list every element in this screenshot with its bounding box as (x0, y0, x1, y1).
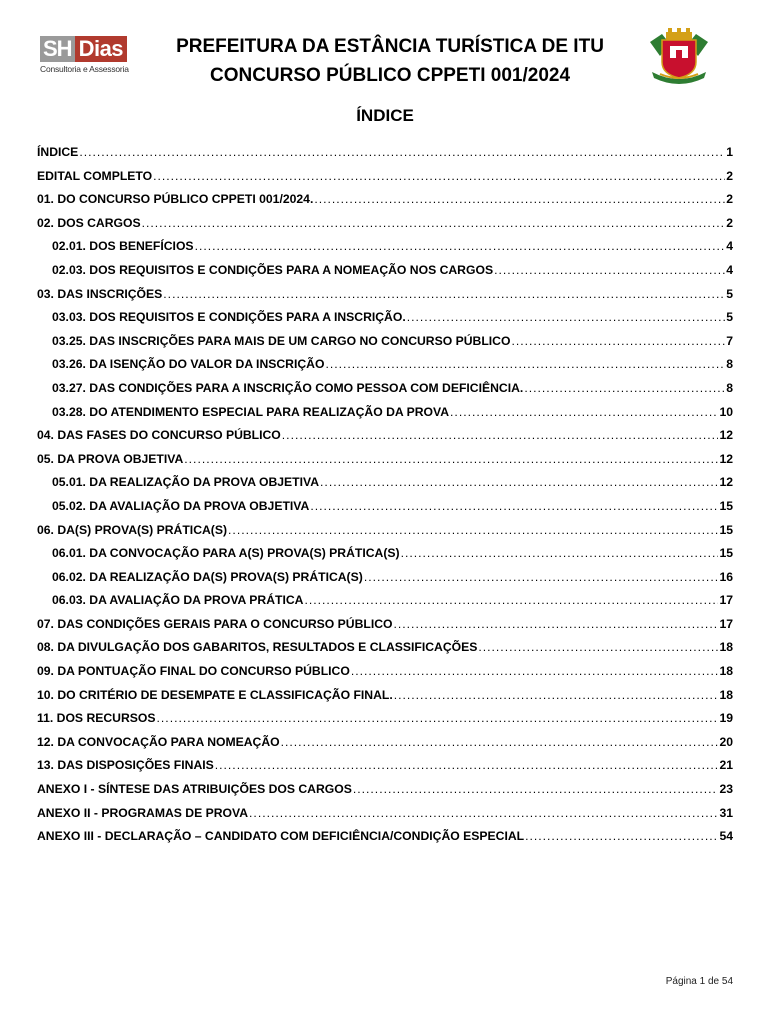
page-number: Página 1 de 54 (665, 976, 733, 987)
toc-leader-dots (142, 216, 726, 230)
toc-leader-dots (215, 758, 719, 772)
table-of-contents (37, 145, 733, 853)
toc-entry[interactable] (37, 735, 733, 759)
toc-entry-page: 15 (719, 522, 733, 537)
toc-entry-page: 4 (726, 262, 733, 277)
toc-entry-page: 18 (719, 640, 733, 655)
toc-entry[interactable] (37, 357, 733, 381)
toc-entry[interactable] (37, 782, 733, 806)
toc-leader-dots (511, 334, 725, 348)
toc-entry[interactable] (37, 829, 733, 853)
toc-entry-page: 16 (719, 569, 733, 584)
toc-entry-page: 15 (719, 546, 733, 561)
logo-sh-text: SH (40, 36, 75, 62)
toc-entry[interactable] (37, 310, 733, 334)
toc-leader-dots (353, 782, 719, 796)
toc-entry-page: 12 (719, 428, 733, 443)
toc-entry-page: 18 (719, 687, 733, 702)
toc-entry-title: 03. DAS INSCRIÇÕES (37, 286, 163, 301)
toc-entry-page: 5 (726, 310, 733, 325)
toc-entry[interactable] (37, 593, 733, 617)
toc-entry-page: 20 (719, 734, 733, 749)
toc-entry[interactable] (37, 381, 733, 405)
toc-leader-dots (228, 523, 718, 537)
toc-leader-dots (351, 664, 719, 678)
title-line-2: CONCURSO PÚBLICO CPPETI 001/2024 (209, 65, 571, 86)
toc-entry-page: 2 (726, 168, 733, 183)
toc-leader-dots (394, 688, 719, 702)
toc-entry[interactable] (37, 806, 733, 830)
toc-entry[interactable] (37, 216, 733, 240)
toc-entry-title: 08. DA DIVULGAÇÃO DOS GABARITOS, RESULTADOS E CLASSIFICAÇÕES (37, 640, 478, 655)
toc-entry[interactable] (37, 405, 733, 429)
toc-leader-dots (525, 829, 718, 843)
toc-entry-title: 03.28. DO ATENDIMENTO ESPECIAL PARA REALIZAÇÃO DA PROVA (52, 404, 450, 419)
title-line-1: PREFEITURA DA ESTÂNCIA TURÍSTICA DE ITU (176, 36, 604, 57)
toc-entry[interactable] (37, 287, 733, 311)
toc-entry-page: 8 (726, 380, 733, 395)
toc-entry-page: 17 (719, 593, 733, 608)
toc-entry[interactable] (37, 169, 733, 193)
document-title (160, 32, 620, 90)
toc-leader-dots (310, 499, 718, 513)
toc-entry-title: 12. DA CONVOCAÇÃO PARA NOMEAÇÃO (37, 734, 280, 749)
page-header (0, 0, 770, 100)
toc-entry-title: 05. DA PROVA OBJETIVA (37, 451, 184, 466)
toc-entry[interactable] (37, 546, 733, 570)
toc-leader-dots (195, 239, 726, 253)
index-heading: ÍNDICE (356, 106, 414, 125)
toc-entry-title: ANEXO I - SÍNTESE DAS ATRIBUIÇÕES DOS CARGOS (37, 782, 352, 797)
toc-entry[interactable] (37, 664, 733, 688)
toc-entry-title: 06.01. DA CONVOCAÇÃO PARA A(S) PROVA(S) PRÁTICA(S) (52, 546, 400, 561)
shdias-logo (40, 36, 152, 76)
toc-leader-dots (407, 310, 725, 324)
toc-leader-dots (478, 640, 718, 654)
toc-entry-title: 03.03. DOS REQUISITOS E CONDIÇÕES PARA A INSCRIÇÃO. (52, 310, 406, 325)
toc-entry-title: 05.02. DA AVALIAÇÃO DA PROVA OBJETIVA (52, 498, 310, 513)
toc-entry-page: 2 (726, 215, 733, 230)
toc-entry-title: 03.27. DAS CONDIÇÕES PARA A INSCRIÇÃO COMO PESSOA COM DEFICIÊNCIA. (52, 380, 524, 395)
toc-entry[interactable] (37, 145, 733, 169)
logo-dias-text: Dias (75, 36, 127, 62)
toc-entry-title: 06.03. DA AVALIAÇÃO DA PROVA PRÁTICA (52, 593, 304, 608)
toc-leader-dots (282, 428, 719, 442)
toc-entry-page: 1 (726, 145, 733, 159)
toc-entry[interactable] (37, 617, 733, 641)
toc-entry[interactable] (37, 758, 733, 782)
toc-leader-dots (364, 570, 719, 584)
toc-entry-page: 21 (719, 758, 733, 773)
toc-leader-dots (184, 452, 718, 466)
toc-entry[interactable] (37, 428, 733, 452)
toc-leader-dots (524, 381, 725, 395)
toc-leader-dots (401, 546, 719, 560)
toc-entry-page: 2 (726, 192, 733, 207)
toc-entry-page: 15 (719, 498, 733, 513)
toc-entry-title: 01. DO CONCURSO PÚBLICO CPPETI 001/2024. (37, 192, 314, 207)
logo-subtitle: Consultoria e Assessoria (40, 64, 129, 74)
toc-entry-title: ANEXO III - DECLARAÇÃO – CANDIDATO COM DEFICIÊNCIA/CONDIÇÃO ESPECIAL (37, 829, 525, 844)
toc-entry[interactable] (37, 570, 733, 594)
toc-entry-page: 18 (719, 664, 733, 679)
toc-entry-page: 7 (726, 333, 733, 348)
toc-entry-page: 12 (719, 475, 733, 490)
toc-leader-dots (320, 475, 718, 489)
toc-entry-title: 03.26. DA ISENÇÃO DO VALOR DA INSCRIÇÃO (52, 357, 325, 372)
toc-leader-dots (281, 735, 719, 749)
toc-entry-page: 54 (719, 829, 733, 844)
toc-entry[interactable] (37, 499, 733, 523)
toc-entry[interactable] (37, 711, 733, 735)
toc-entry-title: 02.01. DOS BENEFÍCIOS (52, 239, 194, 254)
toc-leader-dots (394, 617, 719, 631)
toc-entry-title: 02. DOS CARGOS (37, 215, 141, 230)
toc-entry-title: 11. DOS RECURSOS (37, 711, 156, 726)
toc-entry-title: 02.03. DOS REQUISITOS E CONDIÇÕES PARA A NOMEAÇÃO NOS CARGOS (52, 262, 494, 277)
toc-entry-title: 13. DAS DISPOSIÇÕES FINAIS (37, 758, 214, 773)
toc-entry[interactable] (37, 640, 733, 664)
toc-entry-title: 06. DA(S) PROVA(S) PRÁTICA(S) (37, 522, 228, 537)
toc-leader-dots (314, 192, 725, 206)
toc-entry[interactable] (37, 263, 733, 287)
toc-entry[interactable] (37, 334, 733, 358)
toc-leader-dots (249, 806, 718, 820)
toc-entry-title: 09. DA PONTUAÇÃO FINAL DO CONCURSO PÚBLICO (37, 664, 350, 679)
toc-entry[interactable] (37, 239, 733, 263)
toc-entry-page: 19 (719, 711, 733, 726)
toc-entry-title: 03.25. DAS INSCRIÇÕES PARA MAIS DE UM CARGO NO CONCURSO PÚBLICO (52, 333, 511, 348)
toc-leader-dots (494, 263, 725, 277)
toc-leader-dots (163, 287, 725, 301)
toc-leader-dots (325, 357, 725, 371)
toc-entry-page: 4 (726, 239, 733, 254)
toc-entry-page: 10 (719, 404, 733, 419)
toc-leader-dots (79, 145, 725, 159)
toc-entry-title: EDITAL COMPLETO (37, 168, 153, 183)
toc-entry[interactable] (37, 523, 733, 547)
toc-entry-page: 12 (719, 451, 733, 466)
toc-entry-title: ÍNDICE (37, 145, 79, 159)
toc-entry-title: 05.01. DA REALIZAÇÃO DA PROVA OBJETIVA (52, 475, 320, 490)
toc-entry-page: 23 (719, 782, 733, 797)
toc-entry[interactable] (37, 475, 733, 499)
toc-entry[interactable] (37, 192, 733, 216)
toc-leader-dots (304, 593, 718, 607)
toc-entry-title: 04. DAS FASES DO CONCURSO PÚBLICO (37, 428, 281, 443)
toc-entry[interactable] (37, 452, 733, 476)
toc-entry-title: ANEXO II - PROGRAMAS DE PROVA (37, 805, 249, 820)
toc-leader-dots (450, 405, 718, 419)
toc-entry-title: 07. DAS CONDIÇÕES GERAIS PARA O CONCURSO PÚBLICO (37, 616, 393, 631)
municipal-crest-icon (646, 28, 712, 84)
toc-entry-page: 5 (726, 286, 733, 301)
toc-entry-page: 8 (726, 357, 733, 372)
toc-entry-page: 17 (719, 616, 733, 631)
toc-entry-page: 31 (719, 805, 733, 820)
toc-entry-title: 10. DO CRITÉRIO DE DESEMPATE E CLASSIFICAÇÃO FINAL. (37, 687, 393, 702)
toc-entry-title: 06.02. DA REALIZAÇÃO DA(S) PROVA(S) PRÁTICA(S) (52, 569, 363, 584)
toc-entry[interactable] (37, 688, 733, 712)
toc-leader-dots (157, 711, 719, 725)
toc-leader-dots (153, 169, 725, 183)
